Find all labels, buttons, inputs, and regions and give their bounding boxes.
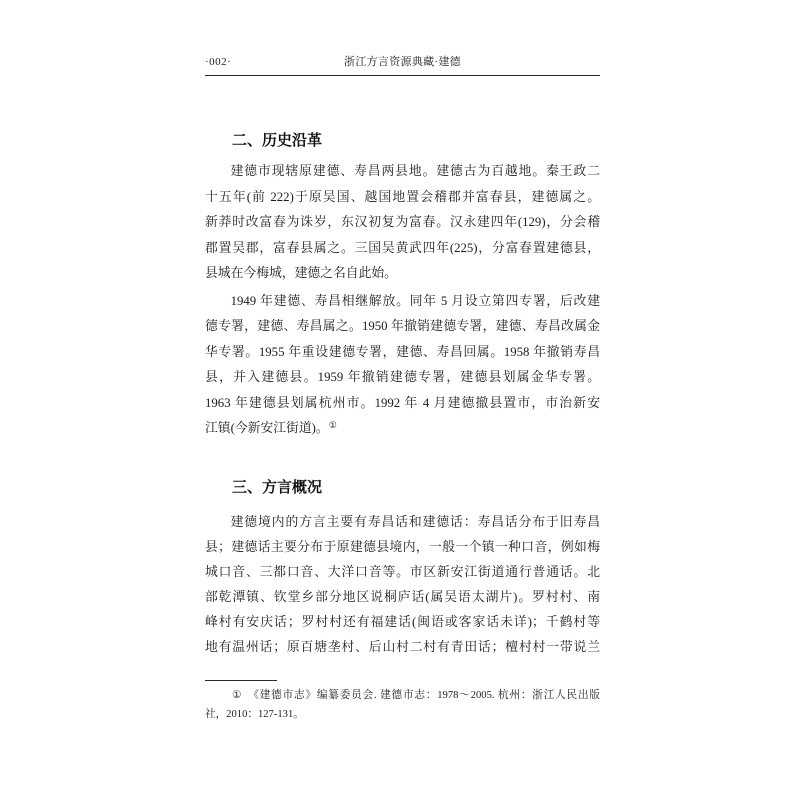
text-line: 郡置吴郡，富春县属之。三国吴黄武四年(225)，分富春置建德县， [205, 240, 600, 255]
section-body-history [205, 159, 600, 442]
footnote-text: 《建德市志》编纂委员会. 建德市志：1978～2005. 杭州：浙江人民出版 [248, 690, 600, 701]
running-head [205, 55, 600, 69]
text-line: 华专署。1955 年重设建德专署，建德、寿昌回属。1958 年撤销寿昌 [205, 344, 600, 359]
footnote [205, 686, 600, 724]
text-line: 峰村有安庆话；罗村村还有福建话(闽语或客家话未详)；千鹤村等 [205, 614, 600, 629]
text-line: 十五年(前 222)于原吴国、越国地置会稽郡并富春县，建德属之。 [205, 189, 600, 204]
footnote-marker: ① [232, 690, 243, 701]
text-line: 建德市现辖原建德、寿昌两县地。建德古为百越地。秦王政二 [230, 164, 600, 178]
footnote-line [205, 686, 600, 705]
section-heading-dialects: 三、方言概况 [232, 478, 323, 496]
text-line: 县城在今梅城，建德之名自此始。 [205, 266, 397, 280]
text-line: 新莽时改富春为诛岁，东汉初复为富春。汉永建四年(129)，分会稽 [205, 215, 600, 229]
paragraph [205, 289, 600, 442]
running-title: 浙江方言资源典藏·建德 [344, 56, 461, 68]
text-line: 江镇(今新安江街道)。 [205, 421, 329, 435]
footnote-rule [205, 680, 277, 681]
text-line: 建德境内的方言主要有寿昌话和建德话：寿昌话分布于旧寿昌 [230, 514, 600, 529]
section-heading-history: 二、历史沿革 [232, 131, 323, 149]
text-line: 城口音、三都口音、大洋口音等。市区新安江街道通行普通话。北 [205, 564, 600, 579]
text-line: 县；建德话主要分布于原建德县境内，一般一个镇一种口音，例如梅 [205, 539, 600, 554]
text-line: 德专署，建德、寿昌属之。1950 年撤销建德专署，建德、寿昌改属金 [205, 319, 600, 333]
text-line: 地有温州话；原百塘垄村、后山村二村有青田话；檀村村一带说兰 [205, 639, 600, 654]
footnote-reference: ① [328, 420, 337, 430]
text-line: 部乾潭镇、钦堂乡部分地区说桐庐话(属吴语太湖片)。罗村村、南 [205, 589, 600, 604]
text-line: 县，并入建德县。1959 年撤销建德专署，建德县划属金华专署。 [205, 370, 600, 384]
paragraph [205, 159, 600, 287]
text-line-with-footnote [205, 416, 600, 442]
header-rule [205, 75, 600, 76]
section-body-dialects [205, 510, 600, 660]
paragraph [205, 510, 600, 660]
footnote-line: 社，2010：127-131。 [205, 709, 304, 720]
text-line: 1949 年建德、寿昌相继解放。同年 5 月设立第四专署，后改建 [230, 293, 600, 308]
page-number: ·002· [205, 56, 232, 68]
text-line: 1963 年建德县划属杭州市。1992 年 4 月建德撤县置市，市治新安 [205, 395, 600, 410]
